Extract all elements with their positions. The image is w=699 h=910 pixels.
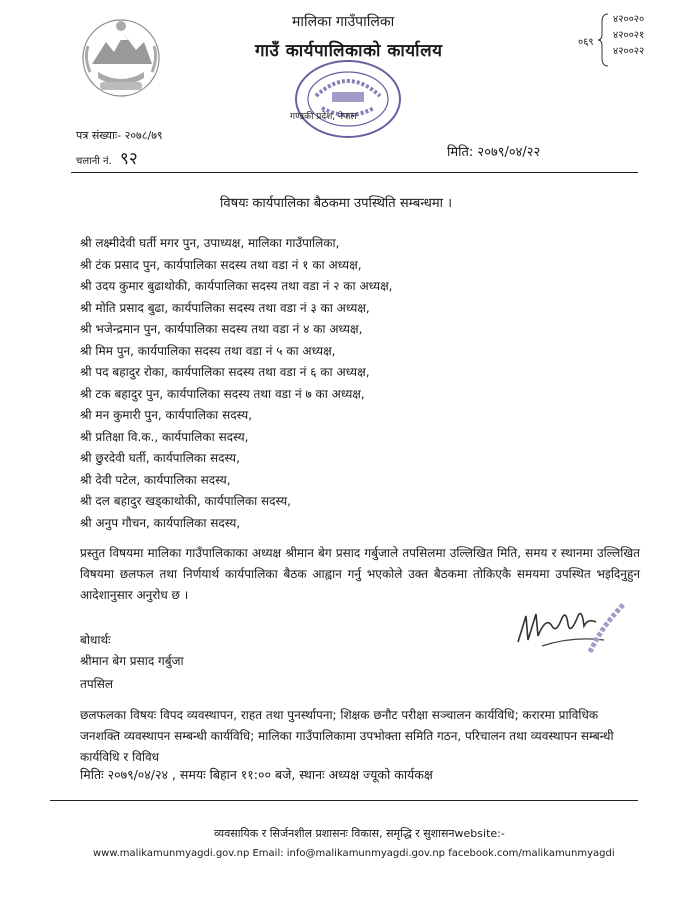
header-divider xyxy=(71,172,638,173)
footer-slogan: व्यवसायिक र सिर्जनशील प्रशासनः विकास, समृद्धि र सुशासनwebsite:- xyxy=(214,827,505,840)
phone-number: ४२००२१ xyxy=(613,30,645,41)
body-paragraph: प्रस्तुत विषयमा मालिका गाउँपालिकाका अध्यक्ष श्रीमान बेग प्रसाद गर्बुजाले तपसिलमा उल्लिखित मिति, समय र स्थानमा उल्लिखित विषयमा छलफल तथा निर्णयार्थ कार्यपालिका बैठक आह्वान गर्नु भएकोले उक्त बैठकमा तोकिएकै समयमा उपस्थित भइदिनुहुन आदेशानुसार अनुरोध छ । xyxy=(80,546,640,602)
list-item: श्री मन कुमारी पुन, कार्यपालिका सदस्य, xyxy=(80,408,253,422)
list-item: श्री अनुप गौचन, कार्यपालिका सदस्य, xyxy=(80,515,241,530)
office-address: गण्डकी प्रदेश, नेपाल xyxy=(290,112,357,122)
list-item: श्री टंक प्रसाद पुन, कार्यपालिका सदस्य तथा वडा नं १ का अध्यक्ष, xyxy=(80,257,362,272)
list-item: श्री देवी पटेल, कार्यपालिका सदस्य, xyxy=(80,472,231,487)
office-stamp-icon xyxy=(292,56,404,142)
dispatch-label: चलानी नं. xyxy=(76,156,112,167)
phone-list xyxy=(613,12,644,60)
footer-contact: www.malikamunmyagdi.gov.np Email: info@malikamunmyagdi.gov.np facebook.com/malikamunmyagdi xyxy=(93,848,615,859)
details-label: तपसिल xyxy=(80,677,114,691)
signature-icon xyxy=(512,596,630,662)
dispatch-number: ९२ xyxy=(120,149,138,169)
letter-reference: पत्र संख्याः- २०७८/७९ xyxy=(76,129,163,142)
list-item: श्री प्रतिक्षा वि.क., कार्यपालिका सदस्य, xyxy=(80,429,249,444)
recipient-list xyxy=(80,233,393,534)
phone-prefix: ०६९ xyxy=(578,37,594,48)
phone-number: ४२००२२ xyxy=(613,46,645,57)
list-item: श्री भजेन्द्रमान पुन, कार्यपालिका सदस्य तथा वडा नं ४ का अध्यक्ष, xyxy=(80,322,363,336)
agenda-paragraph: छलफलका विषयः विपद व्यवस्थापन, राहत तथा पुनर्स्थापना; शिक्षक छनौट परीक्षा सञ्चालन कार्यविधि; करारमा प्राविधिक जनशक्ति व्यवस्थापन सम्बन्धी कार्यविधि; मालिका गाउँपालिकामा उपभोक्ता समिति गठन, परिचालन तथा व्यवस्थापन सम्बन्धी कार्यविधि र विविध xyxy=(80,708,614,764)
letter-date: मिति: २०७९/०४/२२ xyxy=(447,145,541,160)
footer-divider xyxy=(50,800,638,801)
list-item: श्री उदय कुमार बुढाथोकी, कार्यपालिका सदस्य तथा वडा नं २ का अध्यक्ष, xyxy=(80,279,393,293)
nepal-emblem-icon xyxy=(78,16,164,100)
meeting-details: मितिः २०७९/०४/२४ , समयः बिहान ११:०० बजे, स्थानः अध्यक्ष ज्यूको कार्यकक्ष xyxy=(80,767,433,782)
list-item: श्री लक्ष्मीदेवी घर्ती मगर पुन, उपाध्यक्ष, मालिका गाउँपालिका, xyxy=(80,236,340,250)
phone-number: ४२००२० xyxy=(613,14,645,25)
cc-name: श्रीमान बेग प्रसाद गर्बुजा xyxy=(80,654,184,668)
list-item: श्री पद बहादुर रोका, कार्यपालिका सदस्य तथा वडा नं ६ का अध्यक्ष, xyxy=(80,365,370,379)
list-item: श्री टक बहादुर पुन, कार्यपालिका सदस्य तथा वडा नं ७ का अध्यक्ष, xyxy=(80,386,365,401)
cc-label: बोधार्थः xyxy=(80,633,111,647)
office-name: गाउँ कार्यपालिकाको कार्यालय xyxy=(255,41,443,61)
brace-icon xyxy=(596,12,610,68)
list-item: श्री छुरदेवी घर्ती, कार्यपालिका सदस्य, xyxy=(80,451,240,465)
list-item: श्री मिम पुन, कार्यपालिका सदस्य तथा वडा नं ५ का अध्यक्ष, xyxy=(80,343,336,358)
letter-subject: विषयः कार्यपालिका बैठकमा उपस्थिति सम्बन्धमा । xyxy=(220,196,453,211)
list-item: श्री मोति प्रसाद बुढा, कार्यपालिका सदस्य तथा वडा नं ३ का अध्यक्ष, xyxy=(80,300,370,315)
org-name: मालिका गाउँपालिका xyxy=(292,14,395,30)
list-item: श्री दल बहादुर खड्काथोकी, कार्यपालिका सदस्य, xyxy=(80,494,291,508)
